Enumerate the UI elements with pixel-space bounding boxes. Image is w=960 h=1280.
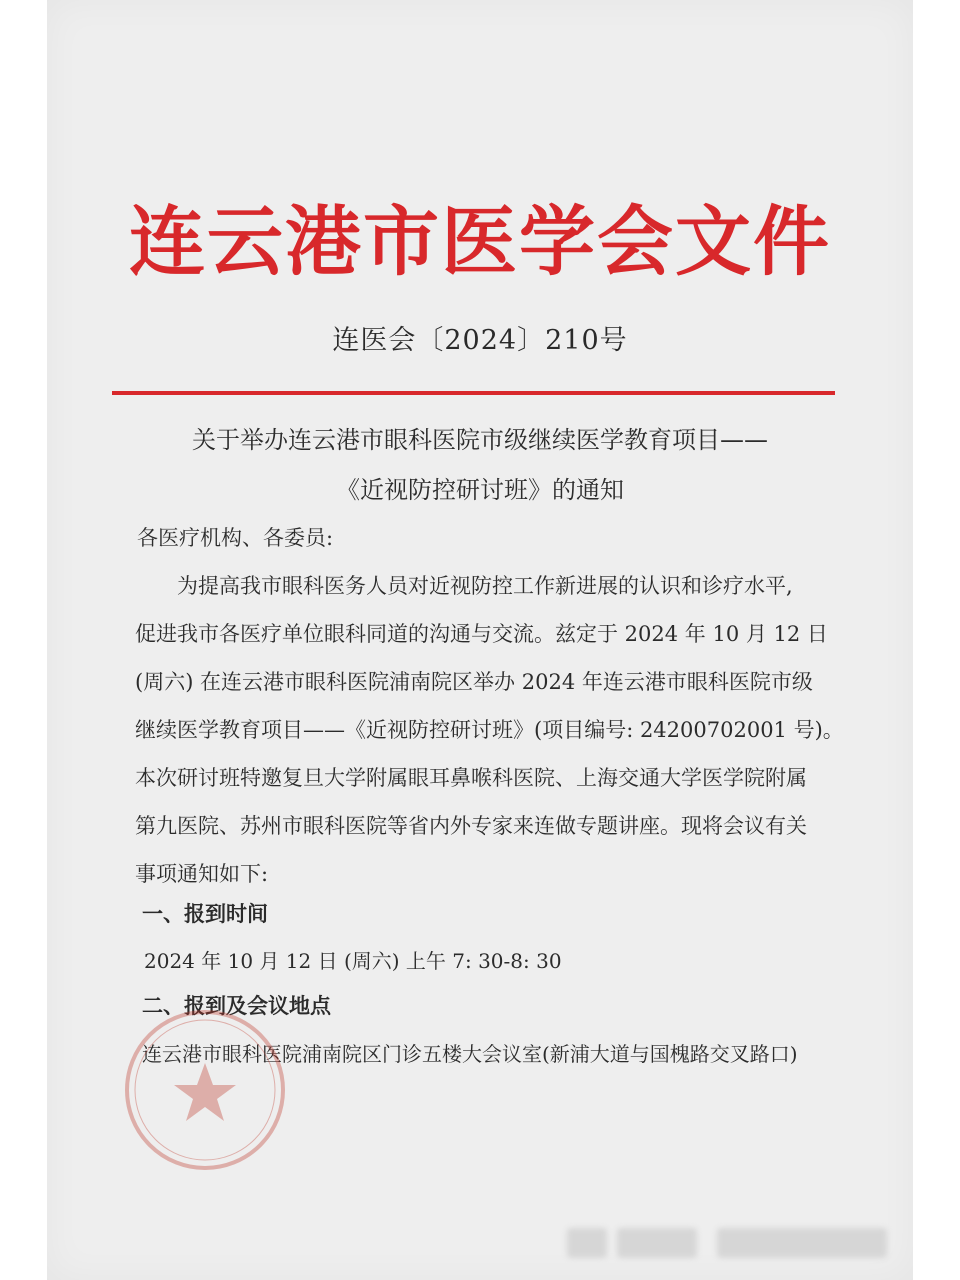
document-header-title: 连云港市医学会文件: [129, 197, 831, 286]
body-line: 第九医院、苏州市眼科医院等省内外专家来连做专题讲座。现将会议有关: [135, 814, 807, 838]
body-line: 继续医学教育项目——《近视防控研讨班》(项目编号: 24200702001 号)。: [135, 718, 844, 742]
registration-time: 2024 年 10 月 12 日 (周六) 上午 7: 30-8: 30: [144, 949, 562, 973]
blurred-watermark: [567, 1228, 607, 1258]
blurred-watermark: [717, 1228, 887, 1258]
body-paragraph: [135, 562, 844, 898]
document-number: 连医会〔2024〕210号: [332, 325, 628, 356]
body-line: 本次研讨班特邀复旦大学附属眼耳鼻喉科医院、上海交通大学医学院附属: [135, 766, 807, 790]
star-seal-icon: [120, 1005, 290, 1175]
red-divider: [112, 391, 835, 395]
body-line: (周六) 在连云港市眼科医院浦南院区举办 2024 年连云港市眼科医院市级: [135, 670, 813, 694]
body-line: 为提高我市眼科医务人员对近视防控工作新进展的认识和诊疗水平,: [177, 574, 793, 598]
subject-line-2: 《近视防控研讨班》的通知: [336, 476, 624, 504]
document-page: [47, 0, 913, 1280]
body-line: 事项通知如下:: [135, 862, 269, 886]
subject-line-1: 关于举办连云港市眼科医院市级继续医学教育项目——: [192, 426, 768, 454]
venue-address: 连云港市眼科医院浦南院区门诊五楼大会议室(新浦大道与国槐路交叉路口): [142, 1042, 798, 1066]
body-line: 促进我市各医疗单位眼科同道的沟通与交流。兹定于 2024 年 10 月 12 日: [135, 622, 828, 646]
blurred-watermark: [617, 1228, 697, 1258]
salutation: 各医疗机构、各委员:: [137, 526, 334, 550]
section-heading-venue: 二、报到及会议地点: [142, 994, 331, 1018]
section-heading-registration-time: 一、报到时间: [142, 902, 268, 926]
